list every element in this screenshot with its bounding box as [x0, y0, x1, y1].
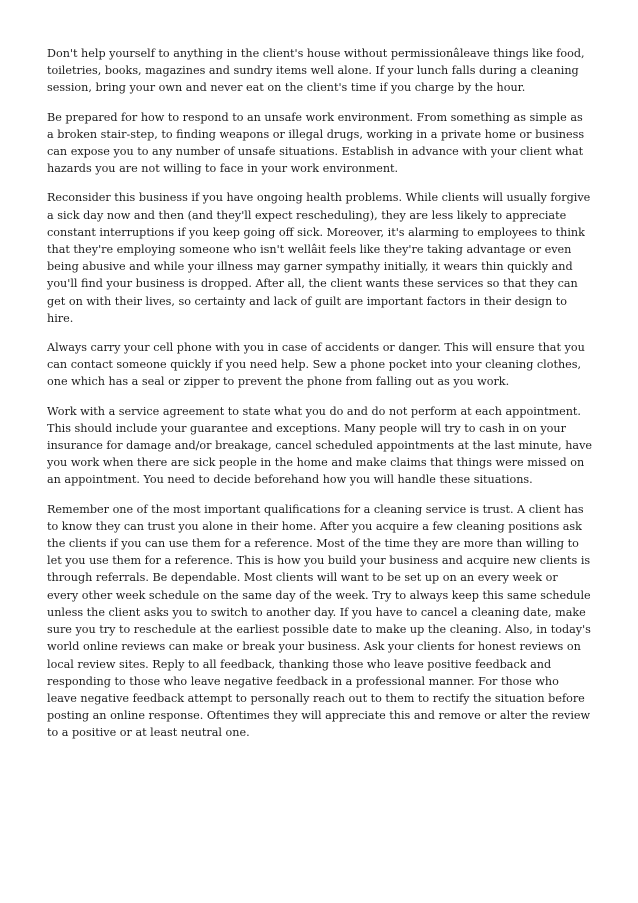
paragraph-cell-phone: Always carry your cell phone with you in case of accidents or danger. This will ensure that you can contact someone quickly if you need help. Sew a phone pocket into your cleaning clothes, one which has a seal or zipper to prevent the phone from falling out as you work.	[47, 341, 585, 389]
paragraph-trust-references: Remember one of the most important qualifications for a cleaning service is trust. A client has to know they can trust you alone in their home. After you acquire a few cleaning positions ask the clients if you can use them for a reference. Most of the time they are more than willing to let you use them for a reference. This is how you build your business and acquire new clients is through referrals. Be dependable. Most clients will want to be set up on an every week or every other week schedule on the same day of the week. Try to always keep this same schedule unless the client asks you to switch to another day. If you have to cancel a cleaning date, make sure you try to reschedule at the earliest possible date to make up the cleaning. Also, in today's world online reviews can make or break your business. Ask your clients for honest reviews on local review sites. Reply to all feedback, thanking those who leave positive feedback and responding to those who leave negative feedback in a professional manner. For those who leave negative feedback attempt to personally reach out to them to rectify the situation before posting an online response. Oftentimes they will appreciate this and remove or alter the review to a positive or at least neutral one.	[47, 502, 591, 740]
paragraph-unsafe-environment: Be prepared for how to respond to an unsafe work environment. From something as simple as a broken stair-step, to finding weapons or illegal drugs, working in a private home or business can expose you to any number of unsafe situations. Establish in advance with your client what hazards you are not willing to face in your work environment.	[47, 110, 585, 176]
paragraph-client-property: Don't help yourself to anything in the client's house without permissionâleave things like food, toiletries, books, magazines and sundry items well alone. If your lunch falls during a cleaning session, bring your own and never eat on the client's time if you charge by the hour.	[47, 47, 585, 95]
paragraph-service-agreement: Work with a service agreement to state what you do and do not perform at each appointment. This should include your guarantee and exceptions. Many people will try to cash in on your insurance for damage and/or breakage, cancel scheduled appointments at the last minute, have you work when there are sick people in the home and make claims that things were missed on an appointment. You need to decide beforehand how you will handle these situations.	[47, 404, 593, 487]
paragraph-health-problems: Reconsider this business if you have ongoing health problems. While clients will usually forgive a sick day now and then (and they'll expect rescheduling), they are less likely to appreciate constant interruptions if you keep going off sick. Moreover, it's alarming to employees to think that they're employing someone who isn't wellâit feels like they're taking advantage or even being abusive and while your illness may garner sympathy initially, it wears thin quickly and you'll find your business is dropped. After all, the client wants these services so that they can get on with their lives, so certainty and lack of guilt are important factors in their design to hire.	[47, 191, 591, 325]
